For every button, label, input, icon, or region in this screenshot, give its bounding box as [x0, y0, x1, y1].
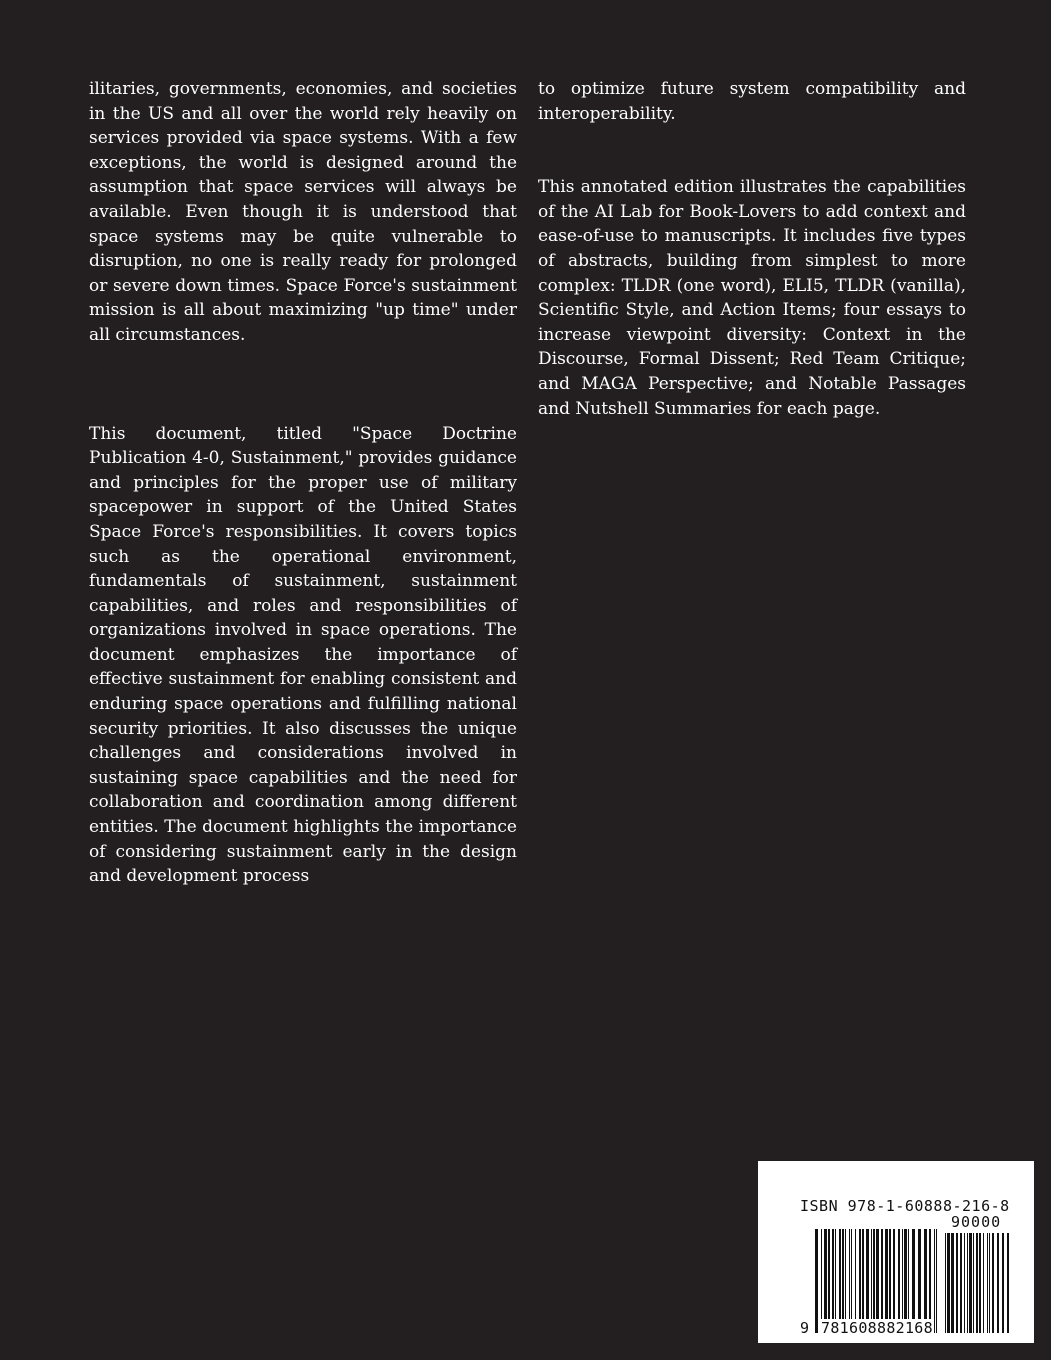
barcode-stripe: [845, 1229, 846, 1333]
barcode-stripe: [967, 1233, 968, 1333]
barcode-stripe: [947, 1233, 950, 1333]
left-paragraph-description: This document, titled "Space Doctrine Publication 4-0, Sustainment," provides guidance and principles for the proper use of military spacepower in support of the United States Space Force's responsibilities. It covers topics such as the operational environment, fundamentals of sustainment, sustainment capabilities, and roles and responsibilities of organizations involved in space operations. The document emphasizes the importance of effective sustainment for enabling consistent and enduring space operations and fulfilling national security priorities. It also discusses the unique challenges and considerations involved in sustaining space capabilities and the need for collaboration and coordination among different entities. The document highlights the importance of considering sustainment early in the design and development process: [89, 423, 517, 887]
price-addon-code: 90000: [951, 1213, 1002, 1231]
barcode-stripe: [898, 1229, 900, 1333]
barcode-stripe: [987, 1233, 988, 1333]
right-column: [538, 77, 966, 421]
barcode-stripe: [824, 1229, 827, 1333]
barcode-stripe: [859, 1229, 861, 1333]
barcode-stripe: [908, 1229, 909, 1333]
barcode-stripe: [976, 1233, 978, 1333]
barcode-stripe: [839, 1229, 841, 1333]
left-column: [89, 77, 517, 889]
barcode-stripe: [934, 1229, 935, 1333]
barcode-stripe: [902, 1229, 903, 1333]
barcode-stripe: [969, 1233, 972, 1333]
barcode-stripe: [945, 1233, 946, 1333]
barcode-stripe: [876, 1229, 879, 1333]
barcode-stripe: [881, 1229, 883, 1333]
barcode-stripe: [835, 1229, 836, 1333]
barcode-stripe: [983, 1233, 984, 1333]
barcode-stripe: [992, 1233, 994, 1333]
right-paragraph-edition-info: This annotated edition illustrates the capabilities of the AI Lab for Book-Lovers to add context and ease-of-use to manuscripts. It includes five types of abstracts, building from simplest to more complex: TLDR (one word), ELI5, TLDR (vanilla), Scientific Style, and Action Items; four essays to increase viewpoint diversity: Context in the Discourse, Formal Dissent; Red Team Critique; and MAGA Perspective; and Notable Passages and Nutshell Summaries for each page.: [538, 177, 966, 419]
barcode-stripe: [979, 1233, 981, 1333]
barcode-stripe: [885, 1229, 888, 1333]
barcode-stripe: [964, 1233, 965, 1333]
barcode-stripe: [832, 1229, 834, 1333]
barcode-stripe: [862, 1229, 864, 1333]
ean13-bars: [815, 1229, 939, 1333]
barcode-stripe: [924, 1229, 927, 1333]
barcode-stripe: [855, 1229, 856, 1333]
barcode-stripe: [973, 1233, 974, 1333]
barcode-stripe: [997, 1233, 999, 1333]
barcode-stripe: [960, 1233, 962, 1333]
barcode-stripe: [918, 1229, 921, 1333]
barcode-stripe: [873, 1229, 875, 1333]
isbn-label: ISBN 978-1-60888-216-8: [800, 1197, 1010, 1215]
barcode-stripe: [889, 1229, 891, 1333]
barcode-stripe: [956, 1233, 958, 1333]
ean-digits: 781608882168: [821, 1319, 933, 1337]
barcode-stripe: [849, 1229, 850, 1333]
barcode-stripe: [904, 1229, 907, 1333]
barcode-stripe: [893, 1229, 895, 1333]
barcode-stripe: [1002, 1233, 1004, 1333]
barcode-stripe: [821, 1229, 822, 1333]
right-paragraph-continuation: to optimize future system compatibility and interoperability.: [538, 79, 966, 124]
barcode-stripe: [912, 1229, 915, 1333]
addon-bars: [945, 1233, 1009, 1333]
barcode-stripe: [951, 1233, 954, 1333]
left-paragraph-intro: ilitaries, governments, economies, and societies in the US and all over the world rely heavily on services provided via space systems. With a few exceptions, the world is designed around the assumption that space services will always be available. Even though it is understood that space systems may be quite vulnerable to disruption, no one is really ready for prolonged or severe down times. Space Force's sustainment mission is all about maximizing "up time" under all circumstances.: [89, 79, 517, 345]
barcode-stripe: [929, 1229, 931, 1333]
barcode-stripe: [871, 1229, 872, 1333]
barcode-stripe: [815, 1229, 818, 1333]
barcode-stripe: [828, 1229, 830, 1333]
barcode-stripe: [866, 1229, 869, 1333]
barcode-stripe: [989, 1233, 990, 1333]
barcode-stripe: [1007, 1233, 1009, 1333]
ean-first-digit: 9: [800, 1319, 810, 1337]
barcode-stripe: [842, 1229, 844, 1333]
barcode-stripe: [851, 1229, 852, 1333]
barcode-stripe: [936, 1229, 937, 1333]
isbn-barcode: [758, 1161, 1034, 1343]
